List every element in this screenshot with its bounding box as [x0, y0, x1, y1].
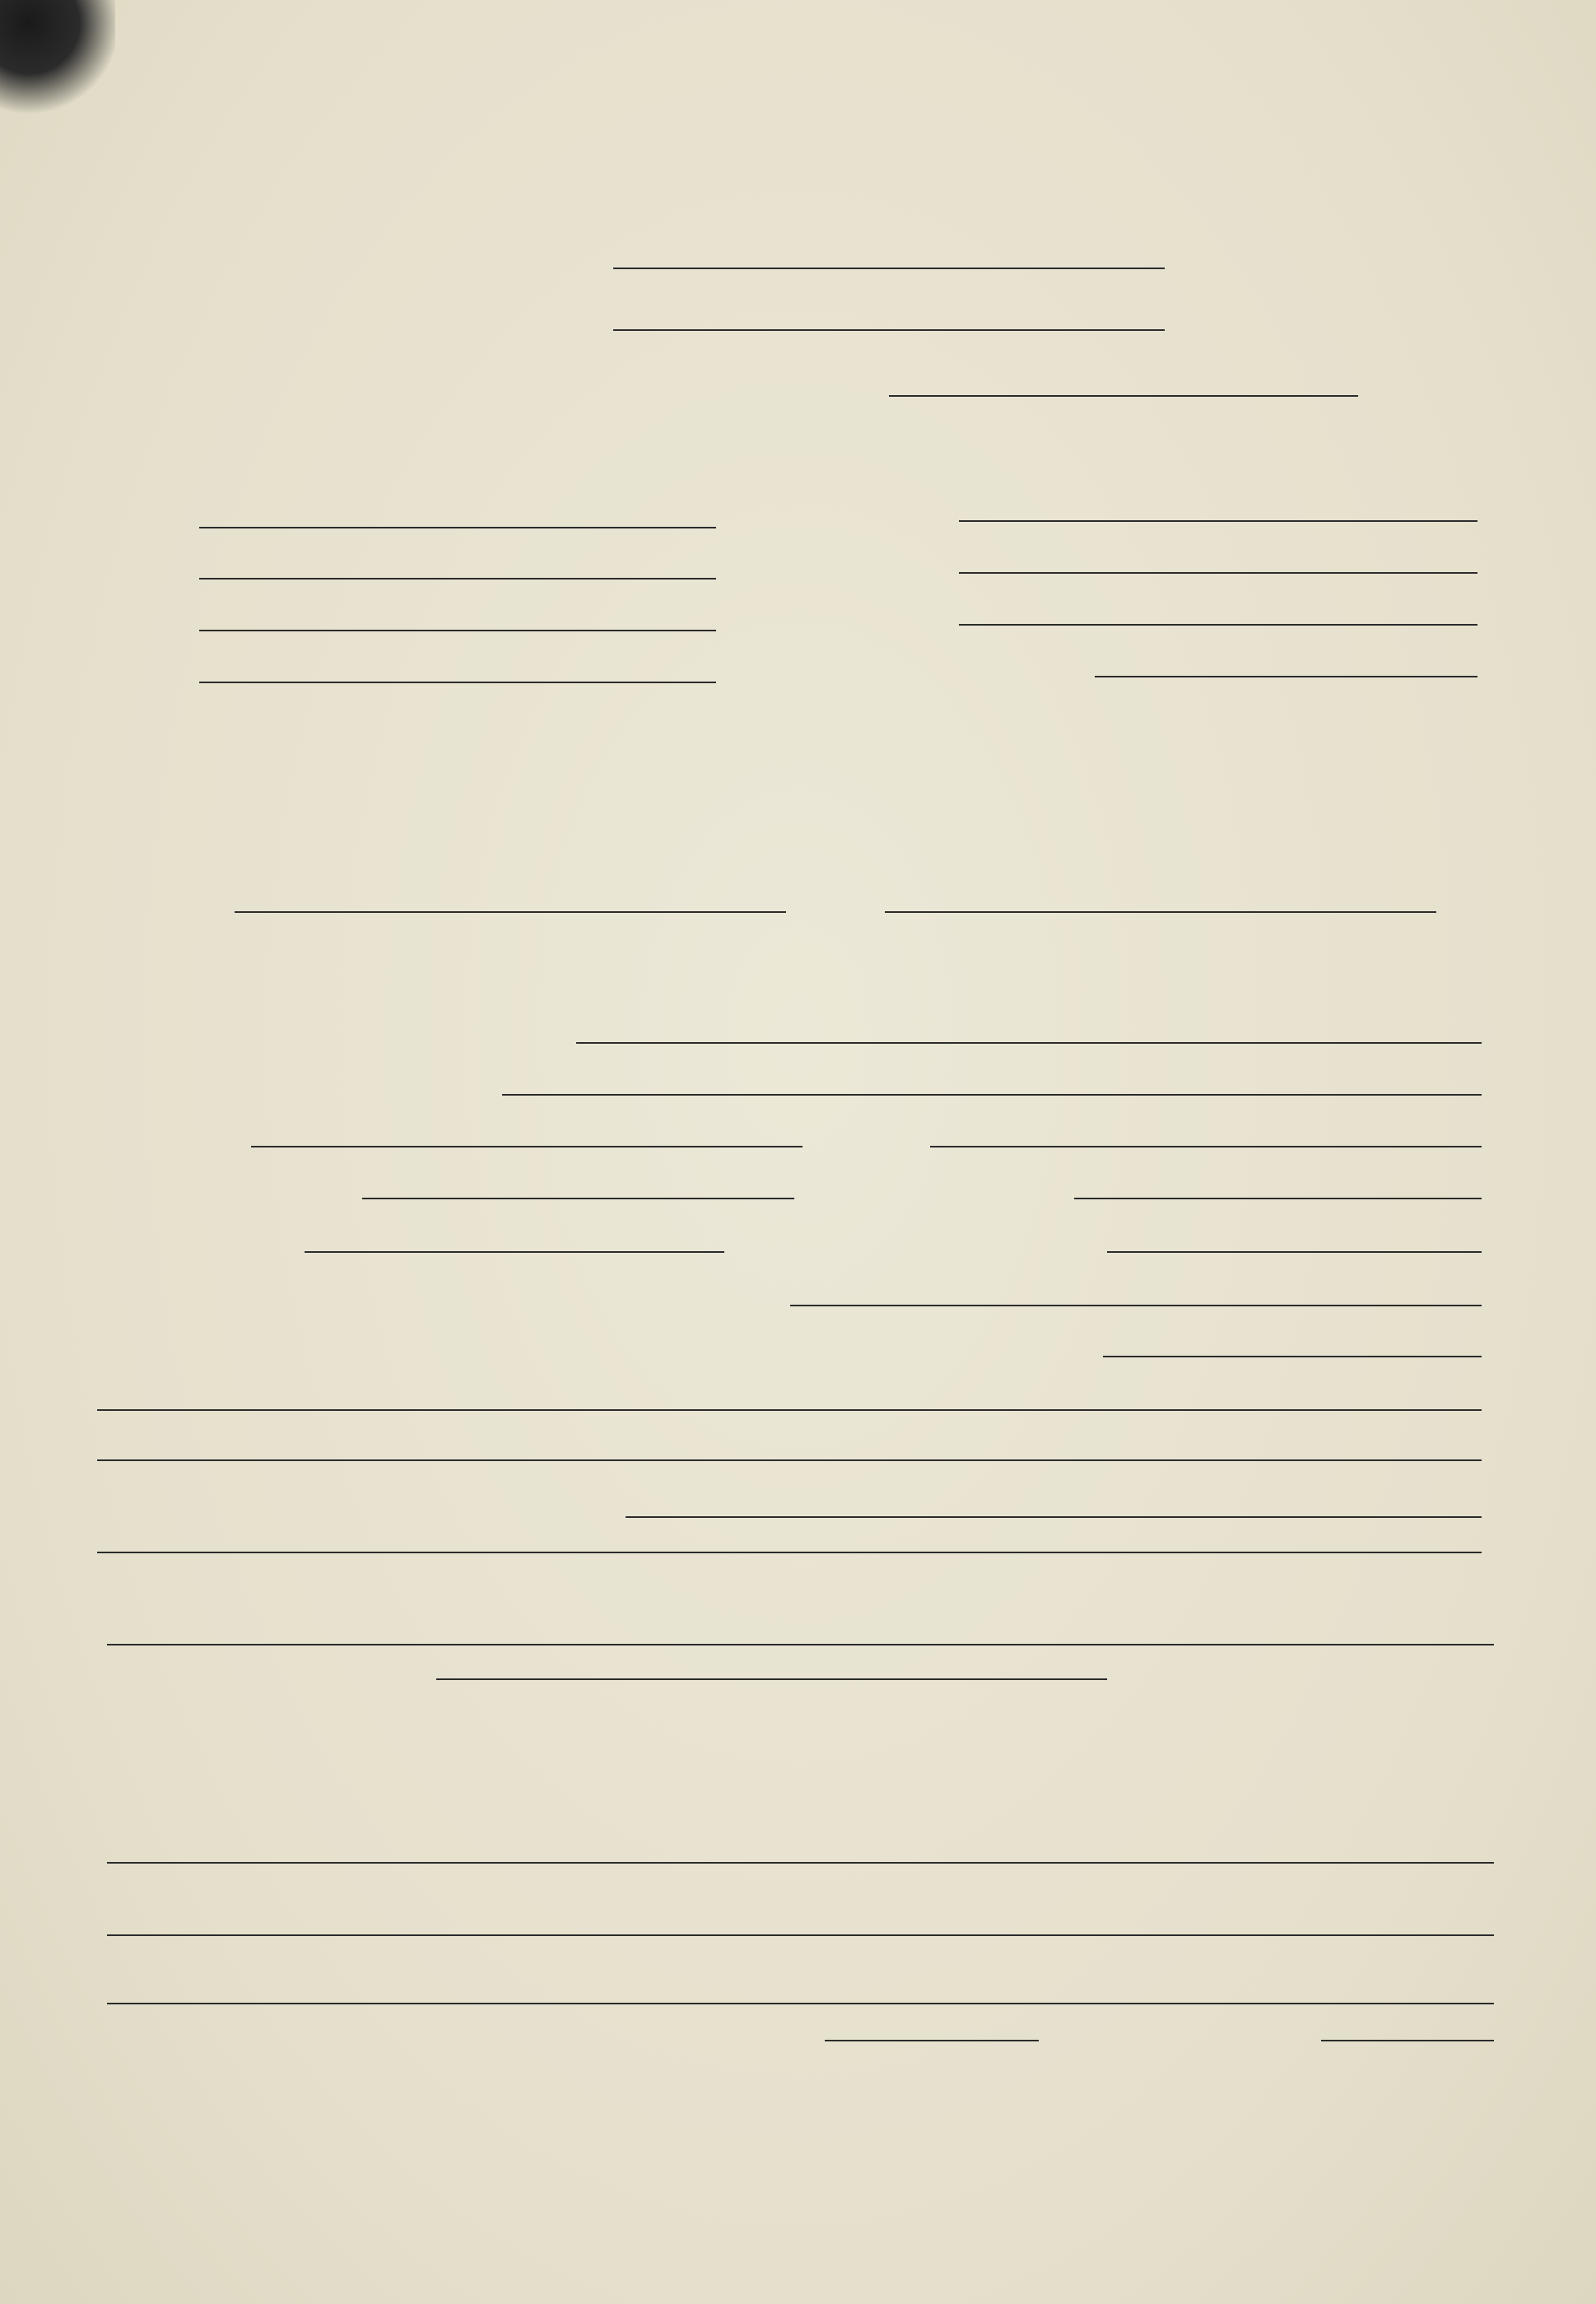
field-7-line — [305, 1251, 724, 1253]
destination-selo-line — [959, 624, 1477, 626]
field-10-line-a — [1103, 1356, 1482, 1357]
field-10-line-b — [97, 1409, 1482, 1411]
request-oblast-line — [235, 911, 786, 913]
ink-stain — [0, 0, 115, 115]
destination-oblast-line — [959, 520, 1477, 522]
table-header-bottom — [107, 1862, 1494, 1864]
field-1-line — [576, 1042, 1482, 1044]
field-5-line — [362, 1198, 794, 1199]
group-cattle-underline — [691, 1678, 1107, 1680]
origin-oblast-line — [199, 527, 716, 528]
group-timber-underline — [436, 1678, 691, 1680]
table-bottom-border — [107, 2003, 1494, 2004]
field-4-line — [930, 1146, 1482, 1147]
origin-selo-line — [199, 630, 716, 631]
workdays-past-line — [1321, 2040, 1494, 2041]
request-raion-line — [885, 911, 1436, 913]
field-3-line — [251, 1146, 803, 1147]
field-11-line-b — [97, 1552, 1482, 1553]
destination-kolhosp-line — [1095, 676, 1477, 677]
field-9-line — [790, 1305, 1482, 1306]
station-destination-line — [613, 329, 1165, 331]
field-10-line-c — [97, 1459, 1482, 1461]
field-8-line — [1107, 1251, 1482, 1253]
field-2-line — [502, 1094, 1482, 1096]
field-6-line — [1074, 1198, 1482, 1199]
field-11-line-a — [626, 1516, 1482, 1518]
origin-raion-line — [199, 578, 716, 579]
origin-kolhosp-line — [199, 682, 716, 683]
station-departure-line — [613, 268, 1165, 269]
table-row-divider — [107, 1934, 1494, 1936]
workdays-current-line — [825, 2040, 1039, 2041]
destination-raion-line — [959, 572, 1477, 574]
table-top-border — [107, 1644, 1494, 1645]
ticket-line — [889, 395, 1358, 397]
